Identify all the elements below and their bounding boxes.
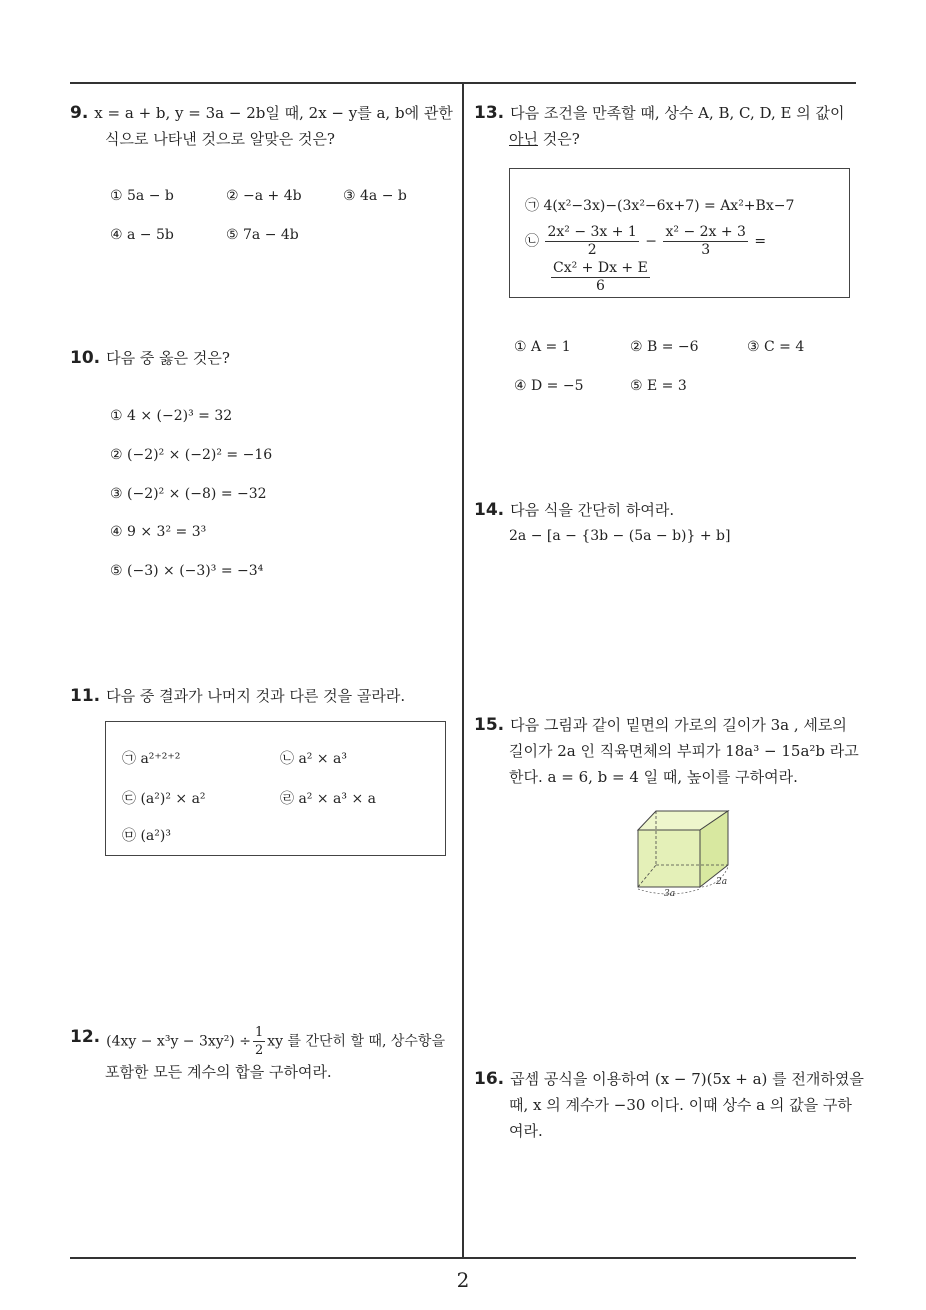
fraction-1: [545, 224, 638, 259]
question-15: [474, 712, 864, 790]
question-text: 다음 중 옳은 것은?: [106, 349, 230, 367]
question-text: 다음 조건을 만족할 때, 상수 A, B, C, D, E 의 값이: [510, 104, 845, 122]
fraction-denominator: 3: [701, 242, 711, 258]
question-text: 다음 중 결과가 나머지 것과 다른 것을 골라라.: [106, 687, 406, 705]
choice-1[interactable]: ① 4 × (−2)³ = 32: [110, 408, 233, 424]
question-11: [70, 683, 455, 709]
item-b: ㉡ a² × a³: [280, 751, 347, 767]
question-number: 12.: [70, 1027, 101, 1047]
question-text: 곱셈 공식을 이용하여 (x − 7)(5x + a) 를 전개하였을: [510, 1070, 864, 1088]
cuboid-figure: [628, 805, 738, 900]
choice-1[interactable]: ① A = 1: [514, 339, 571, 355]
item-e: ㉤ (a²)³: [122, 828, 171, 844]
choice-3[interactable]: ③ C = 4: [747, 339, 805, 355]
choice-5[interactable]: ⑤ 7a − 4b: [226, 227, 299, 243]
choice-5[interactable]: ⑤ (−3) × (−3)³ = −3⁴: [110, 563, 264, 579]
fraction-numerator: 2x² − 3x + 1: [547, 224, 637, 240]
question-text: 다음 식을 간단히 하여라.: [510, 501, 675, 519]
question-number: 10.: [70, 348, 101, 368]
question-14: [474, 497, 859, 549]
question-number: 14.: [474, 500, 505, 520]
question-text: 다음 그림과 같이 밑면의 가로의 길이가 3a , 세로의: [510, 716, 847, 734]
fraction-denominator: 2: [587, 242, 597, 258]
question-text: x = a + b, y = 3a − 2b일 때, 2x − y를 a, b에 관한: [94, 104, 453, 122]
choice-4[interactable]: ④ a − 5b: [110, 227, 174, 243]
question-number: 13.: [474, 103, 505, 123]
question-13: [474, 100, 859, 152]
label-width: 3a: [664, 889, 676, 899]
item-d: ㉣ a² × a³ × a: [280, 791, 376, 807]
condition-2: [525, 224, 766, 259]
minus-sign: −: [645, 233, 658, 250]
choice-5[interactable]: ⑤ E = 3: [630, 378, 687, 394]
fraction-numerator: Cx² + Dx + E: [553, 260, 648, 276]
fraction-2: [663, 224, 747, 259]
question-9: [70, 100, 455, 152]
underlined-word: 아닌: [509, 130, 538, 148]
choice-2[interactable]: ② B = −6: [630, 339, 699, 355]
question-12: [70, 1024, 460, 1085]
expression: 2a − [a − {3b − (5a − b)} + b]: [509, 528, 731, 544]
fraction-numerator: 1: [254, 1025, 264, 1040]
expression-right: xy 를 간단히 할 때, 상수항을: [267, 1033, 445, 1050]
question-10: [70, 345, 455, 371]
question-text-line2: 길이가 2a 인 직육면체의 부피가 18a³ − 15a²b 라고: [509, 742, 859, 760]
fraction-denominator: 2: [254, 1043, 264, 1058]
expression-left: (4xy − x³y − 3xy²) ÷: [106, 1033, 251, 1050]
fraction-denominator: 6: [595, 278, 605, 294]
label-depth: 2a: [716, 877, 728, 887]
question-text-rest: 것은?: [537, 130, 580, 148]
page-number: 2: [456, 1268, 470, 1292]
condition-2-label: ㉡: [525, 233, 539, 250]
question-number: 16.: [474, 1069, 505, 1089]
item-a: ㉠ a²⁺²⁺²: [122, 751, 181, 767]
choice-3[interactable]: ③ (−2)² × (−8) = −32: [110, 486, 267, 502]
fraction-3: [551, 260, 650, 295]
question-number: 15.: [474, 715, 505, 735]
fraction-numerator: x² − 2x + 3: [665, 224, 746, 240]
condition-2-rhs: [549, 260, 652, 295]
question-text-line2: 포함한 모든 계수의 합을 구하여라.: [105, 1063, 332, 1081]
item-c: ㉢ (a²)² × a²: [122, 791, 206, 807]
choice-4[interactable]: ④ 9 × 3² = 3³: [110, 524, 207, 540]
equals-sign: =: [754, 233, 767, 250]
choice-1[interactable]: ① 5a − b: [110, 188, 174, 204]
choice-2[interactable]: ② (−2)² × (−2)² = −16: [110, 447, 273, 463]
question-number: 9.: [70, 103, 89, 123]
question-text-line2: 식으로 나타낸 것으로 알맞은 것은?: [105, 130, 335, 148]
condition-1: ㉠ 4(x²−3x)−(3x²−6x+7) = Ax²+Bx−7: [525, 198, 795, 214]
column-divider: [462, 82, 464, 1258]
fraction: [253, 1024, 265, 1059]
choice-3[interactable]: ③ 4a − b: [343, 188, 407, 204]
question-text-line3: 한다. a = 6, b = 4 일 때, 높이를 구하여라.: [509, 768, 798, 786]
question-text-line3: 여라.: [509, 1122, 543, 1140]
choice-4[interactable]: ④ D = −5: [514, 378, 584, 394]
question-text-line2: 때, x 의 계수가 −30 이다. 이때 상수 a 의 값을 구하: [509, 1096, 852, 1114]
question-16: [474, 1066, 864, 1144]
choice-2[interactable]: ② −a + 4b: [226, 188, 302, 204]
question-number: 11.: [70, 686, 101, 706]
